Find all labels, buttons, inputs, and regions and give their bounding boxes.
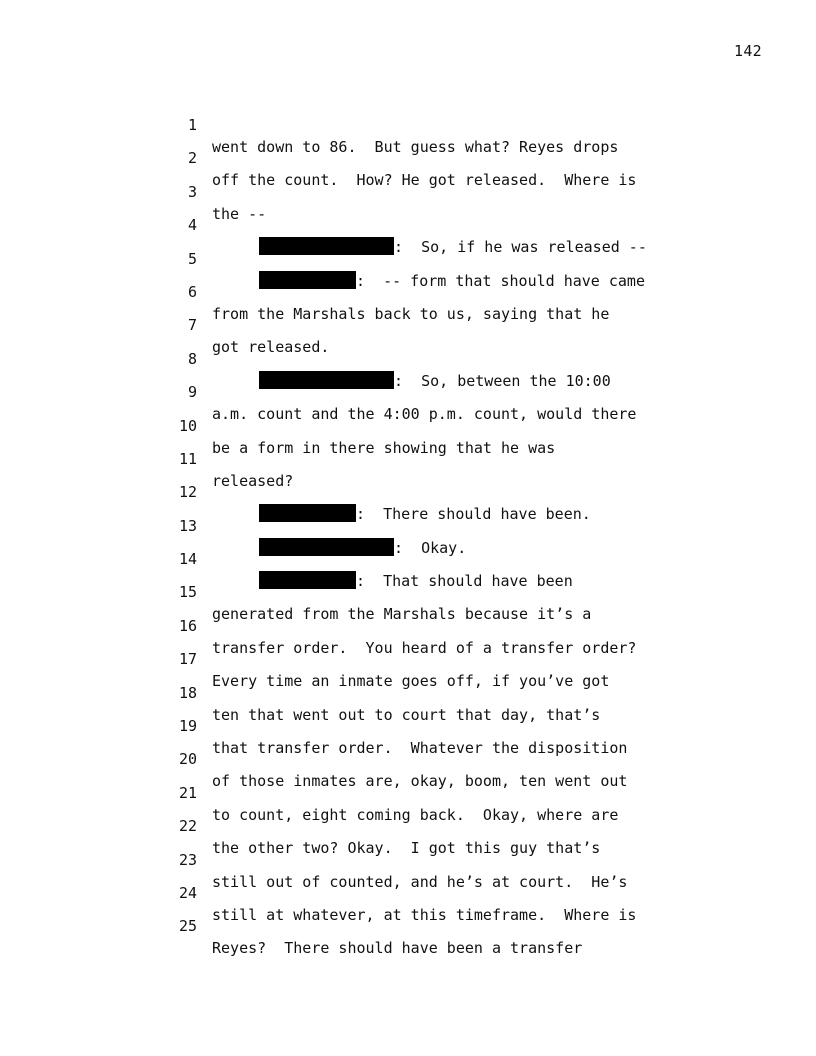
line-text: ten that went out to court that day, that’s — [212, 705, 601, 724]
line-number: 17 — [178, 650, 197, 669]
transcript-line — [0, 860, 816, 924]
line-text: the -- — [212, 204, 267, 223]
transcript-line — [0, 393, 816, 457]
line-number: 4 — [187, 216, 197, 235]
line-number: 10 — [178, 416, 197, 435]
transcript-line — [0, 259, 816, 323]
transcript-line — [0, 760, 816, 824]
transcript-line — [0, 359, 816, 424]
speaker-line — [0, 326, 816, 390]
line-number: 6 — [187, 282, 197, 301]
line-text: : So, between the 10:00 — [394, 371, 611, 390]
line-number: 25 — [178, 917, 197, 936]
transcript-body — [0, 92, 816, 958]
line-text: that transfer order. Whatever the disposition — [212, 739, 628, 758]
line-number: 18 — [178, 683, 197, 702]
line-number: 20 — [178, 750, 197, 769]
line-number: 19 — [178, 717, 197, 736]
line-text: transfer order. You heard of a transfer order? — [212, 638, 637, 657]
line-text: generated from the Marshals because it’s a — [212, 605, 592, 624]
line-text: : Okay. — [394, 538, 467, 557]
transcript-line — [0, 660, 816, 724]
transcript-line — [0, 693, 816, 758]
line-number: 24 — [178, 883, 197, 902]
transcript-line — [0, 559, 816, 624]
line-text: from the Marshals back to us, saying that he — [212, 304, 610, 323]
line-number: 5 — [187, 249, 197, 268]
line-text: released? — [212, 471, 294, 490]
line-number: 1 — [187, 116, 197, 134]
transcript-line — [0, 827, 816, 891]
transcript-line — [0, 125, 816, 190]
line-text: still at whatever, at this timeframe. Where is — [212, 905, 637, 924]
speaker-line — [0, 493, 816, 557]
line-number: 15 — [178, 583, 197, 602]
line-text: the other two? Okay. I got this guy that’s — [212, 839, 601, 858]
transcript-line — [0, 726, 816, 791]
line-number: 22 — [178, 817, 197, 836]
speaker-line — [0, 526, 816, 591]
line-number: 21 — [178, 783, 197, 802]
line-text: : -- form that should have came — [356, 271, 645, 290]
line-text: : There should have been. — [356, 505, 591, 524]
line-number: 16 — [178, 616, 197, 635]
line-text: off the count. How? He got released. Where is — [212, 171, 637, 190]
line-number: 9 — [187, 383, 197, 402]
line-number: 13 — [178, 516, 197, 535]
speaker-line — [0, 192, 816, 257]
line-number: 2 — [187, 149, 197, 168]
transcript-line — [0, 793, 816, 858]
transcript-line — [0, 593, 816, 657]
transcript-line — [0, 292, 816, 357]
line-number: 11 — [178, 449, 197, 468]
line-number: 12 — [178, 483, 197, 502]
transcript-line — [0, 426, 816, 490]
line-text: : So, if he was released -- — [394, 238, 647, 257]
line-text: : That should have been — [356, 572, 573, 591]
line-number: 7 — [187, 316, 197, 335]
transcript-line — [0, 893, 816, 958]
line-text: a.m. count and the 4:00 p.m. count, would there — [212, 405, 637, 424]
page-number: 142 — [734, 42, 762, 60]
line-number: 3 — [187, 182, 197, 201]
line-text: still out of counted, and he’s at court. He’s — [212, 872, 628, 891]
line-text: Reyes? There should have been a transfer — [212, 939, 583, 958]
line-text: be a form in there showing that he was — [212, 438, 556, 457]
line-text: of those inmates are, okay, boom, ten went out — [212, 772, 628, 791]
speaker-line — [0, 226, 816, 290]
line-text: Every time an inmate goes off, if you’ve got — [212, 672, 610, 691]
line-text: to count, eight coming back. Okay, where are — [212, 805, 619, 824]
speaker-line — [0, 459, 816, 524]
line-number: 23 — [178, 850, 197, 869]
transcript-line — [0, 92, 816, 156]
line-number: 14 — [178, 550, 197, 569]
transcript-line — [0, 626, 816, 691]
transcript-line — [0, 159, 816, 223]
line-number: 8 — [187, 349, 197, 368]
line-text: got released. — [212, 338, 330, 357]
line-text: went down to 86. But guess what? Reyes drops — [212, 138, 619, 156]
